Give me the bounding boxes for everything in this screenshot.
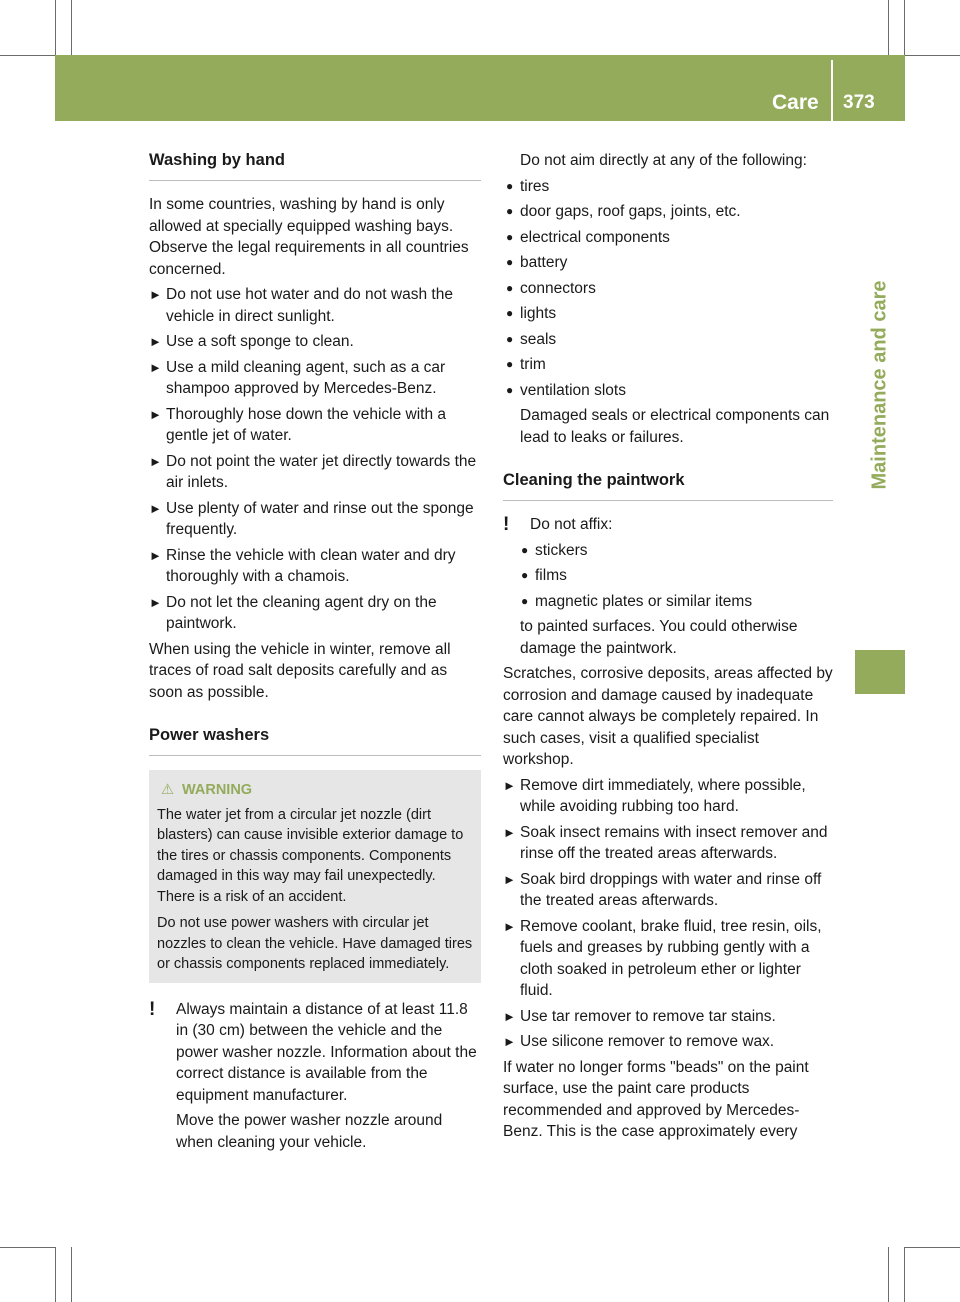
list-item-text: door gaps, roof gaps, joints, etc. [520,203,741,220]
crop-mark [71,1247,72,1302]
warning-triangle-icon: ⚠ [161,782,174,798]
washing-step [149,498,481,541]
paint-step [503,1031,833,1053]
step-text: Use tar remover to remove tar stains. [520,1007,776,1025]
notice-text: Always maintain a distance of at least 11.8 in (30 cm) between the vehicle and the power washer nozzle. Information about the correct distance is available from the equipment manufacturer. [176,1000,477,1104]
bullet-icon: ● [506,178,514,193]
crop-mark [0,55,55,56]
aim-intro: Do not aim directly at any of the following: [520,152,807,169]
beads-note: If water no longer forms "beads" on the paint surface, use the paint care products recommended and approved by Mercedes-Benz. This is the case approximately every [503,1058,809,1140]
paint-step [503,1006,833,1028]
crop-mark [71,0,72,55]
notice [503,514,833,536]
bullet-icon: ● [506,357,514,371]
washing-intro: In some countries, washing by hand is only allowed at specially equipped washing bays. Observe the legal requirements in all countries concerned. [149,196,469,278]
list-item-text: battery [520,254,568,271]
step-arrow-icon: ► [149,453,162,469]
paint-step [503,916,833,1002]
bullet-icon: ● [506,204,514,218]
power-washers-heading: Power washers [149,725,481,756]
side-tab-marker [855,650,905,694]
list-item-text: trim [520,356,546,373]
step-arrow-icon: ► [149,287,162,302]
crop-mark [888,0,889,55]
list-item [503,201,833,223]
list-item [503,565,833,587]
step-arrow-icon: ► [503,824,516,840]
step-arrow-icon: ► [503,1034,516,1049]
list-item [503,278,833,300]
header-divider [831,60,833,121]
step-arrow-icon: ► [149,500,162,516]
scratches-note: Scratches, corrosive deposits, areas affected by corrosion and damage caused by inadequate care cannot always be completely repaired. In such cases, visit a qualified specialist workshop. [503,665,833,768]
list-item [503,227,833,249]
bullet-icon: ● [506,280,514,295]
paint-step [503,775,833,818]
crop-mark [888,1247,889,1302]
step-arrow-icon: ► [503,871,516,887]
list-item [503,252,833,274]
list-item [503,176,833,198]
notice-text: Do not affix: [530,516,613,533]
washing-step [149,357,481,400]
step-text: Rinse the vehicle with clean water and dry thoroughly with a chamois. [166,546,456,585]
step-arrow-icon: ► [503,918,516,934]
section-title: Care [772,91,819,114]
washing-step [149,451,481,494]
paintwork-heading: Cleaning the paintwork [503,470,833,501]
step-text: Use a soft sponge to clean. [166,333,354,350]
left-column [149,150,481,1157]
bullet-icon: ● [506,306,514,320]
step-text: Do not point the water jet directly towards the air inlets. [166,452,477,491]
warning-header [157,780,473,801]
step-arrow-icon: ► [149,547,162,563]
step-text: Do not use hot water and do not wash the vehicle in direct sunlight. [166,286,453,325]
washing-step [149,284,481,327]
list-item [503,354,833,376]
washing-step [149,592,481,635]
washing-step [149,404,481,447]
step-arrow-icon: ► [149,406,162,422]
winter-note: When using the vehicle in winter, remove all traces of road salt deposits carefully and as soon as possible. [149,640,451,701]
bullet-icon: ● [506,382,514,397]
affix-note: to painted surfaces. You could otherwise damage the paintwork. [520,618,798,657]
step-arrow-icon: ► [149,334,162,349]
bullet-icon: ● [506,255,514,269]
list-item-text: tires [520,177,550,195]
warning-text: Do not use power washers with circular jet nozzles to clean the vehicle. Have damaged tires or chassis components replaced immediately. [157,915,473,972]
step-text: Soak insect remains with insect remover and rinse off the treated areas afterwards. [520,823,828,862]
bullet-icon: ● [521,542,529,557]
list-item-text: magnetic plates or similar items [535,592,753,610]
page-number: 373 [843,92,875,113]
list-item-text: connectors [520,279,596,297]
list-item-text: films [535,567,567,584]
crop-mark [0,1247,55,1248]
right-column [503,150,833,1147]
list-item [503,540,833,562]
bullet-icon: ● [506,331,514,346]
crop-mark [904,0,905,55]
step-arrow-icon: ► [149,359,162,375]
list-item [503,303,833,325]
notice-text: Move the power washer nozzle around when cleaning your vehicle. [176,1112,443,1151]
side-tab-label: Maintenance and care [868,280,891,490]
step-text: Use a mild cleaning agent, such as a car shampoo approved by Mercedes-Benz. [166,358,446,397]
list-item [503,591,833,613]
list-item-text: ventilation slots [520,381,626,399]
list-item-text: electrical components [520,228,670,246]
paint-step [503,869,833,912]
bullet-icon: ● [521,568,529,582]
step-arrow-icon: ► [503,1008,516,1024]
step-text: Remove coolant, brake fluid, tree resin, oils, fuels and greases by rubbing gently with a cloth soaked in petroleum ether or lighter fluid. [520,917,822,999]
step-text: Use plenty of water and rinse out the sponge frequently. [166,499,474,538]
step-arrow-icon: ► [149,594,162,610]
crop-mark [55,1247,56,1302]
crop-mark [904,1247,905,1302]
crop-mark [905,1247,960,1248]
list-item-text: stickers [535,541,588,559]
list-item [503,380,833,402]
step-text: Thoroughly hose down the vehicle with a gentle jet of water. [166,405,447,444]
step-text: Soak bird droppings with water and rinse off the treated areas afterwards. [520,870,822,909]
bullet-icon: ● [521,593,529,608]
paint-step [503,822,833,865]
aim-note: Damaged seals or electrical components can lead to leaks or failures. [520,407,830,446]
washing-step [149,331,481,353]
step-text: Remove dirt immediately, where possible, while avoiding rubbing too hard. [520,776,806,815]
list-item-text: seals [520,330,557,348]
list-item-text: lights [520,305,557,322]
notice [149,999,481,1107]
washing-step [149,545,481,588]
step-arrow-icon: ► [503,777,516,793]
crop-mark [905,55,960,56]
warning-label: WARNING [182,782,253,798]
step-text: Use silicone remover to remove wax. [520,1033,775,1050]
warning-box [149,770,481,983]
list-item [503,329,833,351]
bullet-icon: ● [506,229,514,244]
exclamation-icon: ! [503,514,510,535]
exclamation-icon: ! [149,998,156,1020]
warning-text: The water jet from a circular jet nozzle (dirt blasters) can cause invisible exterior damage to the tires or chassis components. Components damaged in this way may fail unexpectedly. There is a risk of an accident. [157,806,464,905]
step-text: Do not let the cleaning agent dry on the paintwork. [166,593,437,632]
crop-mark [55,0,56,55]
washing-heading: Washing by hand [149,150,481,181]
